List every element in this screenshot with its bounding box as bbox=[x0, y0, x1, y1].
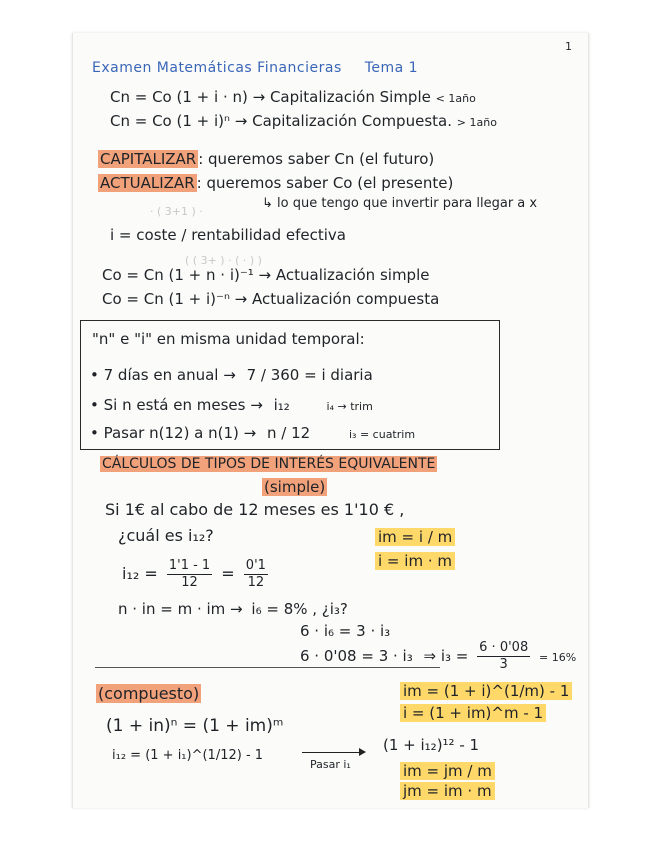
question-line-2: ¿cuál es i₁₂? bbox=[118, 526, 214, 545]
simple-capitalization-text: Cn = Co (1 + i · n) → Capitalización Simple bbox=[110, 88, 431, 106]
equivalent-rates-heading bbox=[100, 456, 437, 472]
calc-line-2 bbox=[300, 640, 576, 673]
compound-capitalization-text: Cn = Co (1 + i)ⁿ → Capitalización Compuesta. bbox=[110, 112, 452, 130]
box-item-days-result: 7 / 360 = i diaria bbox=[246, 366, 373, 384]
box-header: "n" e "i" en misma unidad temporal: bbox=[92, 330, 365, 348]
actualizar-label: ACTUALIZAR bbox=[100, 174, 195, 192]
pasar-label: Pasar i₁ bbox=[310, 758, 351, 771]
i12-calculation bbox=[122, 558, 272, 591]
fraction-3-numerator: 6 · 0'08 bbox=[479, 640, 529, 655]
jm-formula-b-text: jm = im · m bbox=[400, 782, 495, 800]
question-line-1: Si 1€ al cabo de 12 meses es 1'10 € , bbox=[105, 500, 405, 519]
box-item-days-text: • 7 días en anual → bbox=[90, 366, 236, 384]
fraction-1 bbox=[167, 558, 212, 591]
compound-label bbox=[96, 684, 201, 703]
page-title bbox=[92, 60, 418, 76]
box-item-convert-note: i₃ = cuatrim bbox=[349, 428, 416, 441]
bleed-through-mark: · ( 3+1 ) · bbox=[150, 205, 203, 218]
arrow-pasar bbox=[302, 752, 364, 753]
compound-relation: (1 + in)ⁿ = (1 + im)ᵐ bbox=[106, 716, 284, 736]
i12-compound-formula: i₁₂ = (1 + i₁)^(1/12) - 1 bbox=[112, 748, 264, 763]
compound-actualization-formula: Co = Cn (1 + i)⁻ⁿ → Actualización compuesta bbox=[102, 290, 440, 308]
capitalizar-label: CAPITALIZAR bbox=[100, 150, 197, 168]
actualizar-definition bbox=[98, 174, 453, 192]
jm-formula-a-text: im = jm / m bbox=[400, 762, 495, 780]
simple-capitalization-formula bbox=[110, 88, 476, 106]
jm-formula-b bbox=[400, 782, 495, 800]
n-m-relation bbox=[118, 600, 348, 618]
simple-formula-b bbox=[375, 552, 455, 570]
box-item-days bbox=[90, 366, 373, 384]
box-item-months-note: i₄ → trim bbox=[326, 400, 373, 413]
bleed-through-mark: ( ( 3+ ) · ( · ) ) bbox=[185, 254, 262, 267]
simple-label-text: (simple) bbox=[264, 478, 326, 496]
capitalizar-definition bbox=[98, 150, 434, 168]
fraction-1-numerator: 1'1 - 1 bbox=[168, 558, 211, 573]
i-definition: i = coste / rentabilidad efectiva bbox=[110, 226, 346, 244]
box-item-months-result: i₁₂ bbox=[273, 396, 290, 414]
n-m-relation-question: i₆ = 8% , ¿i₃? bbox=[251, 600, 348, 618]
fraction-3-denominator: 3 bbox=[499, 657, 508, 672]
simple-actualization-formula: Co = Cn (1 + n · i)⁻¹ → Actualización simple bbox=[102, 266, 430, 284]
compound-result: (1 + i₁₂)¹² - 1 bbox=[383, 736, 480, 754]
simple-formula-a-text: im = i / m bbox=[375, 528, 455, 546]
calc-line-1: 6 · i₆ = 3 · i₃ bbox=[300, 622, 391, 640]
simple-note: < 1año bbox=[435, 92, 476, 105]
compound-note: > 1año bbox=[456, 116, 497, 129]
section-divider bbox=[95, 667, 440, 668]
exam-title: Examen Matemáticas Financieras bbox=[92, 60, 342, 76]
box-item-months bbox=[90, 396, 373, 414]
fraction-3 bbox=[477, 640, 530, 673]
fraction-1-denominator: 12 bbox=[181, 575, 198, 590]
compound-label-text: (compuesto) bbox=[98, 684, 200, 703]
i12-lhs: i₁₂ = bbox=[122, 564, 158, 583]
capitalizar-text: : queremos saber Cn (el futuro) bbox=[198, 150, 435, 168]
compound-formula-b-text: i = (1 + im)^m - 1 bbox=[400, 704, 546, 722]
calc-line-2-percent: = 16% bbox=[539, 651, 577, 664]
compound-formula-b bbox=[400, 704, 546, 722]
calc-line-2-result: ⇒ i₃ = bbox=[423, 647, 469, 665]
fraction-2 bbox=[244, 558, 268, 591]
simple-formula-a bbox=[375, 528, 455, 546]
compound-capitalization-formula bbox=[110, 112, 497, 130]
box-item-convert-text: • Pasar n(12) a n(1) → bbox=[90, 424, 257, 442]
compound-formula-a bbox=[400, 682, 572, 700]
actualizar-text: : queremos saber Co (el presente) bbox=[196, 174, 454, 192]
simple-label bbox=[262, 478, 327, 496]
simple-formula-b-text: i = im · m bbox=[375, 552, 455, 570]
box-item-months-text: • Si n está en meses → bbox=[90, 396, 263, 414]
calc-line-2-text: 6 · 0'08 = 3 · i₃ bbox=[300, 647, 413, 665]
compound-formula-a-text: im = (1 + i)^(1/m) - 1 bbox=[400, 682, 572, 700]
fraction-2-denominator: 12 bbox=[247, 575, 265, 590]
equals-sign: = bbox=[221, 564, 235, 583]
box-item-convert bbox=[90, 424, 415, 442]
jm-formula-a bbox=[400, 762, 495, 780]
page-number: 1 bbox=[565, 40, 572, 53]
actualizar-subnote: ↳ lo que tengo que invertir para llegar a x bbox=[262, 196, 538, 211]
box-item-convert-result: n / 12 bbox=[267, 424, 311, 442]
n-m-relation-text: n · in = m · im → bbox=[118, 600, 243, 618]
topic-title: Tema 1 bbox=[364, 60, 419, 76]
fraction-2-numerator: 0'1 bbox=[245, 558, 266, 573]
equivalent-rates-heading-text: CÁLCULOS DE TIPOS DE INTERÉS EQUIVALENTE bbox=[102, 456, 436, 472]
